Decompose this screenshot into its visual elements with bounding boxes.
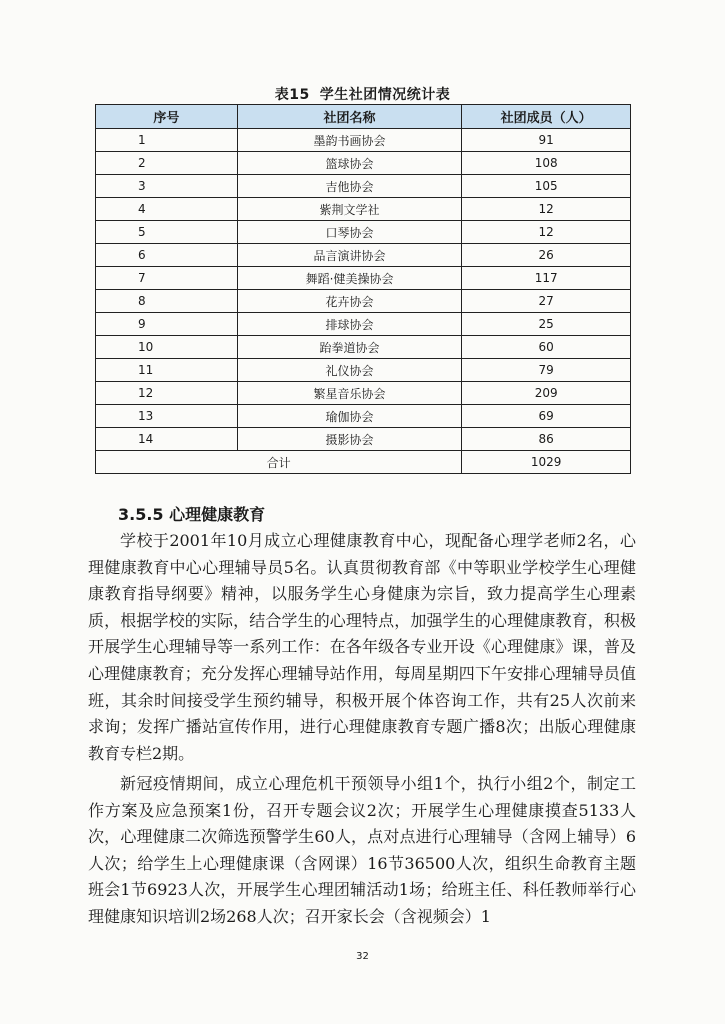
row-club-name-cell: 繁星音乐协会 (237, 382, 462, 405)
table-header-row (96, 105, 631, 129)
row-members-cell: 91 (462, 129, 631, 152)
row-seq-cell: 2 (96, 152, 238, 175)
table-row (96, 428, 631, 451)
table-caption (0, 84, 725, 104)
row-club-name-cell: 口琴协会 (237, 221, 462, 244)
table-row (96, 244, 631, 267)
row-seq-cell: 9 (96, 313, 238, 336)
table-row (96, 382, 631, 405)
table-row (96, 267, 631, 290)
table-row (96, 198, 631, 221)
table-total-row (96, 451, 631, 474)
row-seq-cell: 8 (96, 290, 238, 313)
row-club-name-cell: 花卉协会 (237, 290, 462, 313)
page-number: 32 (356, 951, 369, 962)
row-club-name-cell: 吉他协会 (237, 175, 462, 198)
row-members-cell: 105 (462, 175, 631, 198)
row-seq-cell: 14 (96, 428, 238, 451)
row-club-name-cell: 舞蹈·健美操协会 (237, 267, 462, 290)
table-row (96, 359, 631, 382)
row-members-cell: 79 (462, 359, 631, 382)
row-club-name-cell: 排球协会 (237, 313, 462, 336)
row-members-cell: 108 (462, 152, 631, 175)
row-club-name-cell: 摄影协会 (237, 428, 462, 451)
table-row (96, 405, 631, 428)
row-club-name-cell: 篮球协会 (237, 152, 462, 175)
row-seq-cell: 13 (96, 405, 238, 428)
paragraph: 学校于2001年10月成立心理健康教育中心，现配备心理学老师2名，心理健康教育中心心理辅导员5名。认真贯彻教育部《中等职业学校学生心理健康教育指导纲要》精神，以服务学生心身健康为宗旨，致力提高学生心理素质，根据学校的实际，结合学生的心理特点，加强学生的心理健康教育，积极开展学生心理辅导等一系列工作：在各年级各专业开设《心理健康》课，普及心理健康教育；充分发挥心理辅导站作用，每周星期四下午安排心理辅导员值班，其余时间接受学生预约辅导，积极开展个体咨询工作，共有25人次前来求询；发挥广播站宣传作用，进行心理健康教育专题广播8次；出版心理健康教育专栏2期。 (88, 531, 636, 763)
column-header-seq: 序号 (96, 105, 238, 129)
row-seq-cell: 3 (96, 175, 238, 198)
table-body (96, 129, 631, 451)
row-members-cell: 26 (462, 244, 631, 267)
total-value: 1029 (462, 451, 631, 474)
row-club-name-cell: 跆拳道协会 (237, 336, 462, 359)
row-seq-cell: 6 (96, 244, 238, 267)
table-title: 学生社团情况统计表 (319, 87, 451, 103)
row-seq-cell: 1 (96, 129, 238, 152)
column-header-club-name: 社团名称 (237, 105, 462, 129)
row-members-cell: 12 (462, 198, 631, 221)
row-members-cell: 25 (462, 313, 631, 336)
table-row (96, 290, 631, 313)
table-row (96, 152, 631, 175)
row-members-cell: 60 (462, 336, 631, 359)
row-seq-cell: 11 (96, 359, 238, 382)
table-row (96, 336, 631, 359)
row-club-name-cell: 墨韵书画协会 (237, 129, 462, 152)
row-members-cell: 117 (462, 267, 631, 290)
row-seq-cell: 7 (96, 267, 238, 290)
paragraph: 新冠疫情期间，成立心理危机干预领导小组1个，执行小组2个，制定工作方案及应急预案1份，召开专题会议2次；开展学生心理健康摸查5133人次，心理健康二次筛选预警学生60人，点对点进行心理辅导（含网上辅导）6人次；给学生上心理健康课（含网课）16节36500人次，组织生命教育主题班会1节6923人次，开展学生心理团辅活动1场；给班主任、科任教师举行心理健康知识培训2场268人次；召开家长会（含视频会）1 (88, 774, 636, 926)
total-label: 合计 (96, 451, 462, 474)
section-heading: 3.5.5 心理健康教育 (118, 505, 266, 524)
row-members-cell: 27 (462, 290, 631, 313)
table-row (96, 221, 631, 244)
row-members-cell: 12 (462, 221, 631, 244)
row-members-cell: 86 (462, 428, 631, 451)
row-seq-cell: 12 (96, 382, 238, 405)
row-seq-cell: 10 (96, 336, 238, 359)
table-row (96, 175, 631, 198)
row-seq-cell: 4 (96, 198, 238, 221)
row-club-name-cell: 礼仪协会 (237, 359, 462, 382)
row-seq-cell: 5 (96, 221, 238, 244)
table-number: 表15 (274, 87, 310, 103)
row-members-cell: 209 (462, 382, 631, 405)
club-statistics-table (95, 104, 631, 474)
row-club-name-cell: 品言演讲协会 (237, 244, 462, 267)
row-club-name-cell: 瑜伽协会 (237, 405, 462, 428)
column-header-members: 社团成员（人） (462, 105, 631, 129)
table-row (96, 129, 631, 152)
table-row (96, 313, 631, 336)
row-club-name-cell: 紫荆文学社 (237, 198, 462, 221)
row-members-cell: 69 (462, 405, 631, 428)
